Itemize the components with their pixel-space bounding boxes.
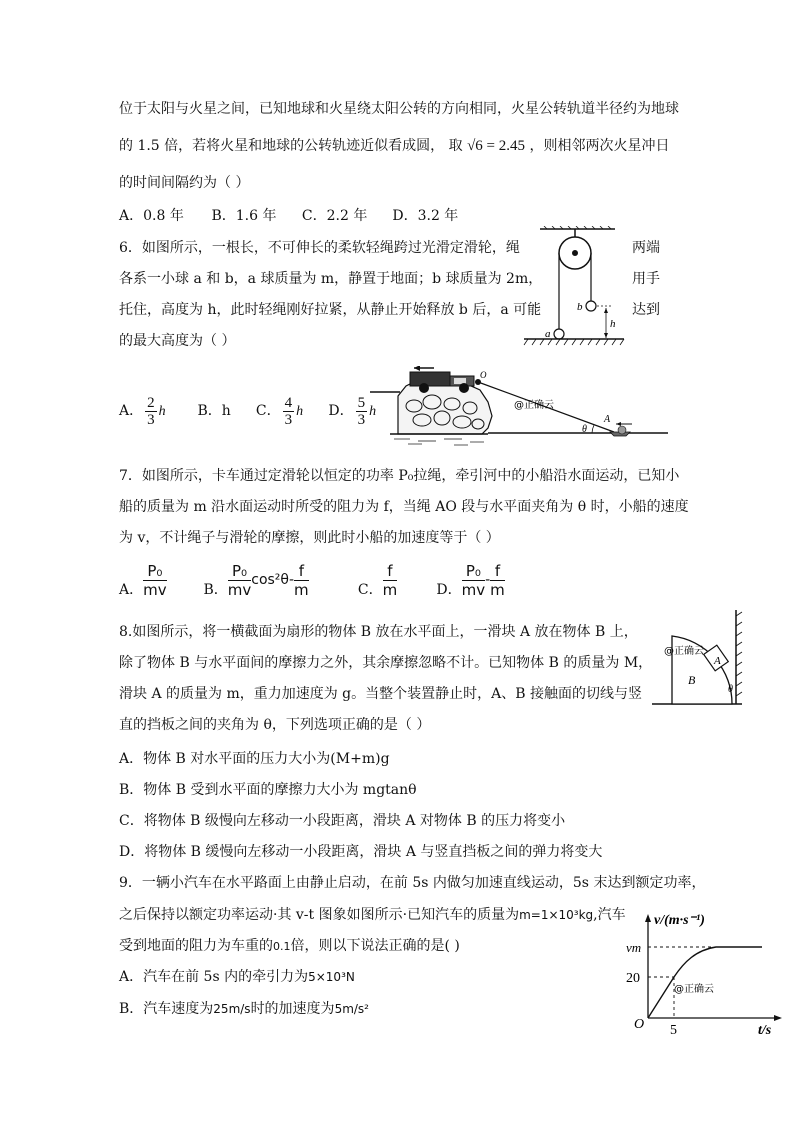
q5-sqrt-expr: √6 = 2.45 <box>467 138 526 154</box>
q5-line1: 位于太阳与火星之间，已知地球和火星绕太阳公转的方向相同，火星公转轨道半径约为地球 <box>119 101 679 117</box>
q6-a-den: 3 <box>147 411 155 428</box>
q7-line2: 船的质量为 m 沿水面运动时所受的阻力为 f，当绳 AO 段与水平面夹角为 θ 时，小船的速度 <box>119 499 689 515</box>
q7-option-d[interactable]: D． $\frac{\text{P₀}}{mv}$ - $\frac{f}{m}$ <box>436 561 505 599</box>
q5-line2a: 的 1.5 倍，若将火星和地球的公转轨迹近似看成圆， 取 <box>119 138 463 154</box>
q7-option-c[interactable]: C． $\frac{f}{m}$ <box>357 561 398 599</box>
q6-line4: 的最大高度为（ ） <box>119 333 236 349</box>
q5-line2b: ，则相邻两次火星冲日 <box>529 138 670 154</box>
vt-watermark: @正确云 <box>674 984 714 995</box>
q8-line2: 除了物体 B 与水平面间的摩擦力之外，其余摩擦忽略不计。已知物体 B 的质量为 M， <box>119 655 653 671</box>
q7-option-a[interactable]: A． $\frac{\text{P₀}}{mv}$ <box>119 561 167 599</box>
sector-label-a: A <box>714 655 721 667</box>
q5-option-b[interactable]: B．1.6 年 <box>211 208 277 224</box>
q5-line3: 的时间间隔约为（ ） <box>119 175 250 191</box>
q9-option-a[interactable]: A．汽车在前 5s 内的牵引力为5×10³N <box>119 969 355 985</box>
pulley-label-a: a <box>545 328 551 340</box>
q6-option-b[interactable]: B．h <box>197 403 231 419</box>
q8-line1: 8.如图所示，将一横截面为扇形的物体 B 放在水平面上，一滑块 A 放在物体 B 上， <box>119 624 638 640</box>
pulley-label-b: b <box>577 301 583 313</box>
q6-right3: 达到 <box>632 302 660 318</box>
truck-label-o: O <box>480 370 487 380</box>
q5-option-a[interactable]: A．0.8 年 <box>119 208 184 224</box>
q6-option-c[interactable]: C． $\frac{4}{3}$ h <box>255 394 304 428</box>
q8-option-b[interactable]: B．物体 B 受到水平面的摩擦力大小为 mgtanθ <box>119 782 417 798</box>
truck-watermark: @正确云 <box>514 400 554 411</box>
sector-watermark: @正确云 <box>664 646 704 657</box>
vt-origin-label: O <box>634 1017 645 1032</box>
sector-figure <box>650 608 746 708</box>
q6-option-d[interactable]: D． $\frac{5}{3}$ h <box>328 394 377 428</box>
q8-line4: 直的挡板之间的夹角为 θ，下列选项正确的是（ ） <box>119 717 431 733</box>
vt-vm-label: vm <box>626 940 642 955</box>
q8-option-c[interactable]: C．将物体 B 级慢向左移动一小段距离，滑块 A 对物体 B 的压力将变小 <box>119 813 566 829</box>
q7-line1: 7．如图所示，卡车通过定滑轮以恒定的功率 P₀拉绳，牵引河中的小船沿水面运动，已知小 <box>119 468 680 484</box>
q9-line3: 受到地面的阻力为车重的0.1倍，则以下说法正确的是( ) <box>119 938 460 954</box>
q5-option-d[interactable]: D．3.2 年 <box>392 208 459 224</box>
q9-line2: 之后保持以额定功率运动·其 v-t 图象如图所示·已知汽车的质量为m=1×10³kg,汽车 <box>119 907 626 923</box>
q5-options <box>119 206 458 226</box>
q6-line2: 各系一小球 a 和 b，a 球质量为 m，静置于地面；b 球质量为 2m， <box>119 271 543 287</box>
q5-option-c[interactable]: C．2.2 年 <box>301 208 368 224</box>
pulley-figure <box>520 226 626 348</box>
truck-label-theta: θ <box>582 424 587 435</box>
q6-line3: 托住，高度为 h，此时轻绳刚好拉紧，从静止开始释放 b 后，a 可能 <box>119 302 542 318</box>
q8-option-d[interactable]: D．将物体 B 缓慢向左移动一小段距离，滑块 A 与竖直挡板之间的弹力将变大 <box>119 844 603 860</box>
q8-line3: 滑块 A 的质量为 m，重力加速度为 g。当整个装置静止时，A、B 接触面的切线与竖 <box>119 686 642 702</box>
vt-5-label: 5 <box>670 1023 677 1035</box>
q5-line2 <box>119 136 669 156</box>
q7-line3: 为 v，不计绳子与滑轮的摩擦，则此时小船的加速度等于（ ） <box>119 530 500 546</box>
q6-a-num: 2 <box>147 394 155 411</box>
q9-option-b[interactable]: B．汽车速度为25m/s时的加速度为5m/s² <box>119 1001 369 1017</box>
truck-boat-figure <box>370 366 668 446</box>
vt-graph <box>620 910 790 1035</box>
q6-line1: 6．如图所示，一根长，不可伸长的柔软轻绳跨过光滑定滑轮，绳 <box>119 240 520 256</box>
vt-ylabel: v/(m·s⁻¹) <box>654 913 705 928</box>
pulley-label-h: h <box>610 318 616 330</box>
q7-option-b[interactable]: B． $\frac{\text{P₀}}{mv}$ cos²θ- $\frac{f}{m}$ <box>203 561 309 599</box>
q8-option-a[interactable]: A．物体 B 对水平面的压力大小为(M+m)g <box>119 751 390 767</box>
vt-20-label: 20 <box>626 971 640 986</box>
vt-xlabel: t/s <box>758 1023 772 1035</box>
truck-label-a: A <box>604 414 611 425</box>
q6-right2: 用手 <box>632 271 660 287</box>
q6-option-a[interactable]: A． $\frac{2}{3}$ h <box>119 394 166 428</box>
sector-label-b: B <box>688 673 696 687</box>
q9-line1: 9．一辆小汽车在水平路面上由静止启动，在前 5s 内做匀加速直线运动，5s 末达到额定功率， <box>119 875 706 891</box>
sector-label-theta: θ <box>728 684 733 695</box>
q7-options <box>119 560 505 600</box>
q6-right1: 两端 <box>632 240 660 256</box>
q6-options <box>119 393 376 430</box>
